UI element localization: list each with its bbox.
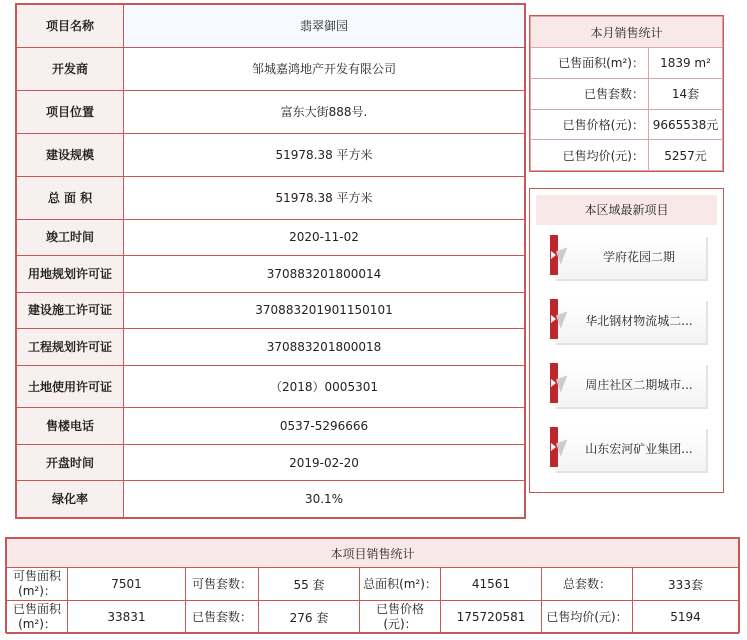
- info-row-land-plan-permit: [17, 256, 525, 292]
- info-value: 51978.38 平方米: [124, 133, 525, 176]
- project-stat-value: 175720581: [441, 601, 542, 634]
- region-project-name: 山东宏河矿业集团...: [585, 442, 693, 456]
- project-stat-label: 已售均价(元)：: [542, 601, 633, 634]
- project-stat-value: 276 套: [259, 601, 360, 634]
- month-stat-label: 已售均价(元)：: [531, 140, 649, 171]
- info-label: 竣工时间: [17, 219, 124, 255]
- region-projects-panel: [529, 188, 724, 493]
- info-row-scale: [17, 133, 525, 176]
- info-row-name: [17, 5, 525, 48]
- info-label: 总 面 积: [17, 176, 124, 219]
- info-value: （2018）0005301: [124, 365, 525, 408]
- info-row-location: [17, 90, 525, 133]
- info-value: 邹城嘉鸿地产开发有限公司: [124, 47, 525, 90]
- project-stat-value: 7501: [68, 568, 186, 601]
- month-stat-value: 9665538元: [649, 109, 723, 140]
- info-row-completion: [17, 219, 525, 255]
- project-stat-label: 已售面积(m²)：: [7, 601, 68, 634]
- project-stat-value: 5194: [633, 601, 739, 634]
- region-project-name: 学府花园二期: [602, 250, 675, 264]
- info-label: 项目位置: [17, 90, 124, 133]
- project-info-table: [15, 3, 526, 519]
- info-value: 0537-5296666: [124, 408, 525, 444]
- info-value: 翡翠御园: [124, 5, 525, 48]
- monthly-sales-panel: [529, 15, 724, 172]
- project-stat-value: 333套: [633, 568, 739, 601]
- project-stat-value: 55 套: [259, 568, 360, 601]
- info-value: 370883201800014: [124, 256, 525, 292]
- info-label: 建设施工许可证: [17, 292, 124, 328]
- month-stat-label: 已售价格(元)：: [531, 109, 649, 140]
- info-label: 建设规模: [17, 133, 124, 176]
- project-stat-label: 已售价格(元)：: [360, 601, 441, 634]
- info-value: 2020-11-02: [124, 219, 525, 255]
- project-sales-title: 本项目销售统计: [7, 539, 739, 568]
- info-value: 30.1%: [124, 481, 525, 518]
- info-row-phone: [17, 408, 525, 444]
- info-row-opening: [17, 444, 525, 480]
- project-sales-panel: [5, 537, 740, 633]
- project-stat-label: 总面积(m²)：: [360, 568, 441, 601]
- project-stat-label: 可售套数：: [186, 568, 259, 601]
- project-stat-label: 可售面积(m²)：: [7, 568, 68, 601]
- info-label: 售楼电话: [17, 408, 124, 444]
- info-value: 370883201800018: [124, 329, 525, 365]
- region-project-name: 周庄社区二期城市...: [585, 378, 693, 392]
- monthly-sales-title: 本月销售统计: [531, 17, 723, 48]
- month-stat-value: 14套: [649, 78, 723, 109]
- region-project-link[interactable]: [546, 363, 714, 411]
- info-value: 51978.38 平方米: [124, 176, 525, 219]
- info-value: 2019-02-20: [124, 444, 525, 480]
- info-row-total-area: [17, 176, 525, 219]
- region-project-link[interactable]: [546, 427, 714, 475]
- info-value: 370883201901150101: [124, 292, 525, 328]
- month-stat-label: 已售面积(m²)：: [531, 48, 649, 79]
- info-label: 项目名称: [17, 5, 124, 48]
- info-label: 用地规划许可证: [17, 256, 124, 292]
- info-row-engineering-permit: [17, 329, 525, 365]
- info-row-green-rate: [17, 481, 525, 518]
- month-stat-value: 5257元: [649, 140, 723, 171]
- info-label: 工程规划许可证: [17, 329, 124, 365]
- info-label: 绿化率: [17, 481, 124, 518]
- month-stat-value: 1839 m²: [649, 48, 723, 79]
- info-value: 富东大街888号.: [124, 90, 525, 133]
- month-stat-label: 已售套数：: [531, 78, 649, 109]
- project-stat-value: 33831: [68, 601, 186, 634]
- info-row-developer: [17, 47, 525, 90]
- project-stat-label: 总套数：: [542, 568, 633, 601]
- info-label: 土地使用许可证: [17, 365, 124, 408]
- project-stat-label: 已售套数：: [186, 601, 259, 634]
- region-project-link[interactable]: [546, 235, 714, 283]
- region-project-name: 华北钢材物流城二...: [585, 314, 693, 328]
- project-stat-value: 41561: [441, 568, 542, 601]
- info-label: 开发商: [17, 47, 124, 90]
- info-row-land-use-permit: [17, 365, 525, 408]
- region-projects-title: 本区域最新项目: [536, 195, 717, 225]
- region-project-link[interactable]: [546, 299, 714, 347]
- info-row-construction-permit: [17, 292, 525, 328]
- info-label: 开盘时间: [17, 444, 124, 480]
